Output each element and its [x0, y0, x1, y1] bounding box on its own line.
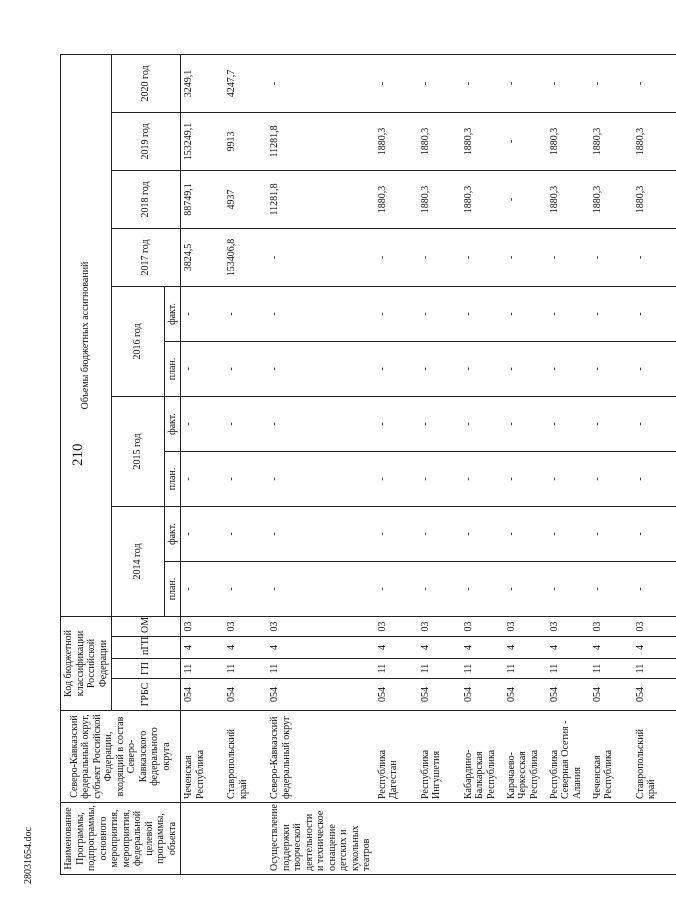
- cell-value: -: [504, 54, 547, 112]
- cell-om: 03: [375, 616, 418, 636]
- cell-om: 03: [590, 616, 633, 636]
- cell-value: 1880,3: [375, 112, 418, 170]
- header-year-2014: 2014 год: [112, 506, 165, 616]
- cell-value: -: [267, 341, 375, 396]
- cell-value: -: [590, 451, 633, 506]
- table-header: [61, 54, 181, 874]
- header-year-2020: 2020 год: [112, 54, 181, 112]
- header-grbs: ГРБС: [112, 679, 181, 711]
- cell-value: -: [181, 396, 225, 451]
- cell-region: Республика Северная Осетия - Алания: [547, 711, 590, 803]
- cell-grbs: 054: [504, 679, 547, 711]
- cell-region: Чеченская Республика: [590, 711, 633, 803]
- cell-region: Ставропольский край: [224, 711, 267, 803]
- cell-value: 1880,3: [547, 170, 590, 228]
- table-row: [461, 54, 504, 874]
- cell-value: 4937: [224, 170, 267, 228]
- cell-value: 1880,3: [461, 170, 504, 228]
- cell-value: -: [375, 561, 418, 616]
- cell-value: 9913: [224, 112, 267, 170]
- cell-value: 1880,3: [633, 112, 676, 170]
- cell-value: -: [375, 228, 418, 286]
- cell-value: -: [547, 286, 590, 341]
- cell-value: -: [633, 396, 676, 451]
- cell-grbs: 054: [590, 679, 633, 711]
- cell-value: -: [461, 506, 504, 561]
- cell-value: -: [547, 396, 590, 451]
- cell-value: 3249,1: [181, 54, 225, 112]
- cell-value: -: [504, 341, 547, 396]
- header-volumes: Объемы бюджетных ассигнований: [61, 54, 112, 616]
- cell-value: -: [224, 341, 267, 396]
- cell-value: 11281,8: [267, 170, 375, 228]
- cell-program: [418, 803, 461, 875]
- cell-value: 1880,3: [418, 112, 461, 170]
- cell-program: [590, 803, 633, 875]
- cell-om: 03: [267, 616, 375, 636]
- cell-program: [375, 803, 418, 875]
- cell-value: -: [224, 396, 267, 451]
- cell-region: Северо-Кавказский федеральный округ: [267, 711, 375, 803]
- header-plan: план.: [164, 451, 181, 506]
- cell-value: 153249,1: [181, 112, 225, 170]
- header-year-2019: 2019 год: [112, 112, 181, 170]
- page-number: 210: [70, 443, 86, 466]
- cell-value: -: [633, 341, 676, 396]
- cell-value: -: [590, 228, 633, 286]
- header-region: Северо-Кавказский федеральный округ, субъект Российской Федерации, входящий в состав Северо-Кавказского федерального округа: [61, 711, 181, 803]
- cell-value: -: [418, 506, 461, 561]
- cell-value: -: [504, 506, 547, 561]
- cell-om: 03: [224, 616, 267, 636]
- cell-value: -: [633, 561, 676, 616]
- cell-value: -: [418, 228, 461, 286]
- budget-table: [60, 54, 676, 875]
- cell-value: -: [224, 506, 267, 561]
- table-row: [418, 54, 461, 874]
- cell-grbs: 054: [461, 679, 504, 711]
- cell-value: -: [504, 451, 547, 506]
- cell-value: -: [590, 54, 633, 112]
- cell-value: -: [504, 561, 547, 616]
- document-id: 28031654.doc: [23, 827, 34, 884]
- header-year-2018: 2018 год: [112, 170, 181, 228]
- cell-value: -: [181, 561, 225, 616]
- cell-value: -: [375, 54, 418, 112]
- cell-pgp: 4: [504, 637, 547, 659]
- header-pgp: пГП: [112, 637, 181, 659]
- cell-region: Кабардино-Балкарская Республика: [461, 711, 504, 803]
- cell-value: -: [375, 451, 418, 506]
- header-year-2017: 2017 год: [112, 228, 181, 286]
- cell-grbs: 054: [547, 679, 590, 711]
- cell-gp: 11: [590, 659, 633, 679]
- cell-value: -: [375, 286, 418, 341]
- cell-value: -: [375, 506, 418, 561]
- cell-pgp: 4: [547, 637, 590, 659]
- header-gp: ГП: [112, 659, 181, 679]
- cell-pgp: 4: [181, 637, 225, 659]
- cell-om: 03: [547, 616, 590, 636]
- cell-value: -: [224, 451, 267, 506]
- cell-value: -: [504, 228, 547, 286]
- cell-region: Чеченская Республика: [181, 711, 225, 803]
- cell-pgp: 4: [633, 637, 676, 659]
- cell-value: -: [224, 561, 267, 616]
- cell-program: [181, 803, 225, 875]
- header-year-2015: 2015 год: [112, 396, 165, 506]
- cell-value: -: [504, 396, 547, 451]
- cell-om: 03: [181, 616, 225, 636]
- cell-gp: 11: [224, 659, 267, 679]
- cell-value: -: [461, 228, 504, 286]
- cell-value: -: [547, 451, 590, 506]
- cell-value: -: [418, 561, 461, 616]
- table-row: [181, 54, 225, 874]
- cell-pgp: 4: [375, 637, 418, 659]
- cell-region: Республика Ингушетия: [418, 711, 461, 803]
- cell-value: -: [181, 286, 225, 341]
- rotated-table-container: [60, 15, 657, 875]
- table-row: [224, 54, 267, 874]
- cell-grbs: 054: [633, 679, 676, 711]
- cell-value: -: [461, 286, 504, 341]
- cell-value: -: [461, 341, 504, 396]
- header-fact: факт.: [164, 286, 181, 341]
- cell-gp: 11: [375, 659, 418, 679]
- cell-value: -: [181, 506, 225, 561]
- cell-gp: 11: [461, 659, 504, 679]
- cell-value: -: [267, 228, 375, 286]
- cell-gp: 11: [181, 659, 225, 679]
- cell-value: 1880,3: [547, 112, 590, 170]
- cell-value: -: [547, 561, 590, 616]
- cell-value: -: [267, 506, 375, 561]
- cell-value: 1880,3: [461, 112, 504, 170]
- cell-value: -: [590, 341, 633, 396]
- cell-value: -: [181, 341, 225, 396]
- cell-value: 153406,8: [224, 228, 267, 286]
- cell-value: -: [267, 451, 375, 506]
- cell-region: Республика Дагестан: [375, 711, 418, 803]
- cell-grbs: 054: [224, 679, 267, 711]
- cell-value: -: [504, 170, 547, 228]
- table-row: [547, 54, 590, 874]
- cell-value: -: [504, 112, 547, 170]
- cell-value: 1880,3: [418, 170, 461, 228]
- header-plan: план.: [164, 341, 181, 396]
- cell-value: -: [375, 341, 418, 396]
- cell-value: 1880,3: [633, 170, 676, 228]
- cell-value: -: [590, 396, 633, 451]
- cell-om: 03: [418, 616, 461, 636]
- table-row: [590, 54, 633, 874]
- cell-value: -: [590, 286, 633, 341]
- cell-grbs: 054: [181, 679, 225, 711]
- header-program: Наименование Программы, подпрограммы, основного мероприятия, мероприятия, федеральной целевой программы, объекта: [61, 803, 181, 875]
- cell-value: 11281,8: [267, 112, 375, 170]
- cell-value: 1880,3: [590, 170, 633, 228]
- cell-value: -: [547, 341, 590, 396]
- cell-value: -: [633, 54, 676, 112]
- cell-value: -: [418, 396, 461, 451]
- table-row: [633, 54, 676, 874]
- cell-gp: 11: [633, 659, 676, 679]
- cell-pgp: 4: [267, 637, 375, 659]
- cell-value: 3824,5: [181, 228, 225, 286]
- cell-value: -: [547, 228, 590, 286]
- cell-om: 03: [504, 616, 547, 636]
- cell-region: Ставропольский край: [633, 711, 676, 803]
- header-year-2016: 2016 год: [112, 286, 165, 396]
- cell-om: 03: [461, 616, 504, 636]
- cell-om: 03: [633, 616, 676, 636]
- cell-value: 4247,7: [224, 54, 267, 112]
- header-fact: факт.: [164, 506, 181, 561]
- cell-value: -: [590, 561, 633, 616]
- cell-program: [461, 803, 504, 875]
- cell-pgp: 4: [224, 637, 267, 659]
- header-budget-code: Код бюджетной классификации Российской Федерации: [61, 616, 112, 710]
- cell-gp: 11: [504, 659, 547, 679]
- cell-value: -: [461, 54, 504, 112]
- cell-value: -: [633, 506, 676, 561]
- cell-value: -: [224, 286, 267, 341]
- cell-value: -: [633, 286, 676, 341]
- cell-value: 1880,3: [375, 170, 418, 228]
- cell-value: -: [461, 451, 504, 506]
- cell-value: -: [418, 54, 461, 112]
- cell-pgp: 4: [418, 637, 461, 659]
- cell-pgp: 4: [461, 637, 504, 659]
- cell-value: -: [633, 451, 676, 506]
- cell-program: [547, 803, 590, 875]
- cell-value: -: [418, 286, 461, 341]
- cell-value: -: [633, 228, 676, 286]
- header-om: ОМ: [112, 616, 181, 636]
- cell-value: -: [590, 506, 633, 561]
- cell-value: -: [547, 506, 590, 561]
- cell-value: 1880,3: [590, 112, 633, 170]
- table-body: [181, 54, 676, 874]
- cell-grbs: 054: [375, 679, 418, 711]
- cell-value: -: [181, 451, 225, 506]
- cell-value: 88749,1: [181, 170, 225, 228]
- cell-gp: 11: [418, 659, 461, 679]
- cell-value: -: [375, 396, 418, 451]
- table-row: [504, 54, 547, 874]
- cell-program: Осуществление поддержки творческой деятельности и техническое оснащение детских и кукольных театров: [267, 803, 375, 875]
- table-row: [267, 54, 375, 874]
- cell-value: -: [267, 54, 375, 112]
- cell-value: -: [418, 451, 461, 506]
- header-plan: план.: [164, 561, 181, 616]
- cell-grbs: 054: [418, 679, 461, 711]
- cell-gp: 11: [267, 659, 375, 679]
- cell-value: -: [267, 396, 375, 451]
- table-row: [375, 54, 418, 874]
- cell-value: -: [418, 341, 461, 396]
- cell-program: [224, 803, 267, 875]
- cell-value: -: [504, 286, 547, 341]
- cell-gp: 11: [547, 659, 590, 679]
- cell-value: -: [547, 54, 590, 112]
- cell-program: [633, 803, 676, 875]
- cell-pgp: 4: [590, 637, 633, 659]
- cell-grbs: 054: [267, 679, 375, 711]
- cell-value: -: [267, 286, 375, 341]
- cell-program: [504, 803, 547, 875]
- header-fact: факт.: [164, 396, 181, 451]
- cell-value: -: [461, 561, 504, 616]
- cell-region: Карачаево-Черкесская Республика: [504, 711, 547, 803]
- cell-value: -: [267, 561, 375, 616]
- cell-value: -: [461, 396, 504, 451]
